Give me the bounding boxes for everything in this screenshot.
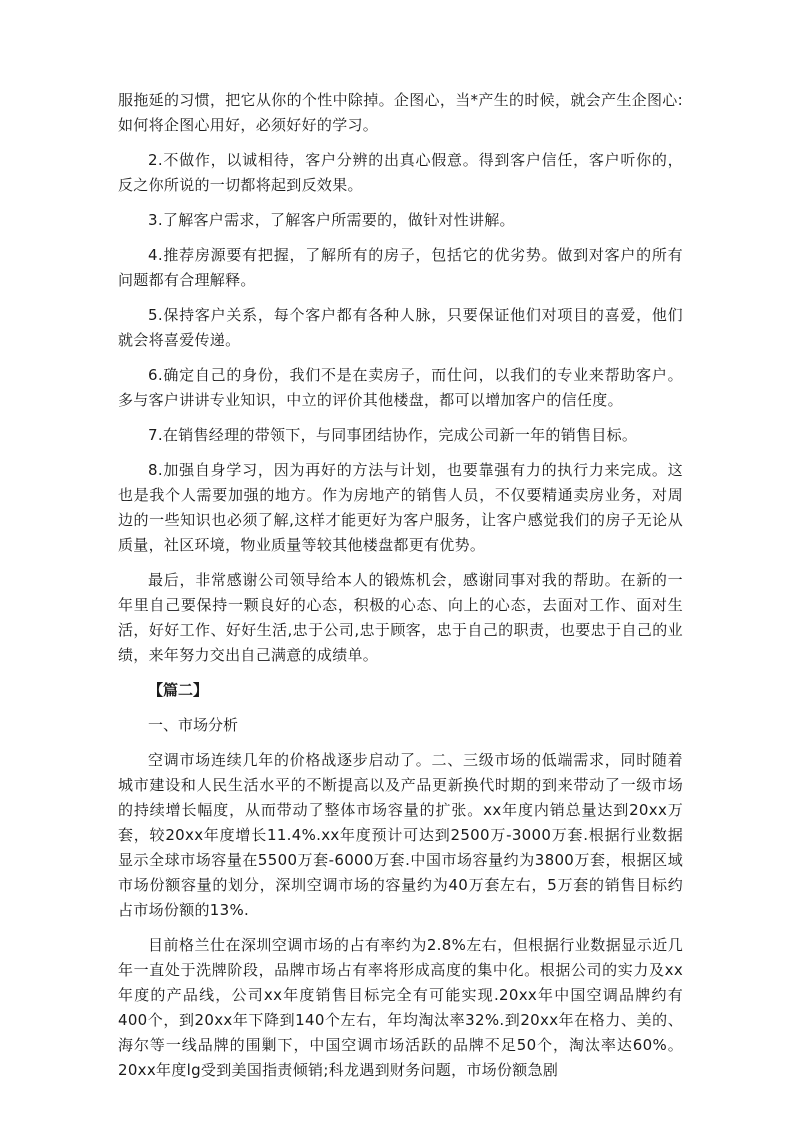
- paragraph-item-8: 8.加强自身学习，因为再好的方法与计划，也要靠强有力的执行力来完成。这也是我个人需要加强的地方。作为房地产的销售人员，不仅要精通卖房业务，对周边的一些知识也必须了解,这样才能更好为客户服务，让客户感觉我们的房子无论从质量，社区环境，物业质量等较其他楼盘都更有优势。: [118, 461, 683, 554]
- paragraph-1: 服拖延的习惯，把它从你的个性中除掉。企图心，当*产生的时候，就会产生企图心:如何将企图心用好，必须好好的学习。: [118, 91, 683, 134]
- paragraph-item-7: 7.在销售经理的带领下，与同事团结协作，完成公司新一年的销售目标。: [148, 426, 638, 444]
- paragraph-closing: 最后，非常感谢公司领导给本人的锻炼机会，感谢同事对我的帮助。在新的一年里自己要保持一颗良好的心态，积极的心态、向上的心态，去面对工作、面对生活，好好工作、好好生活,忠于公司,忠于顾客，忠于自己的职责，也要忠于自己的业绩，来年努力交出自己满意的成绩单。: [118, 571, 683, 664]
- paragraph-item-5: 5.保持客户关系，每个客户都有各种人脉，只要保证他们对项目的喜爱，他们就会将喜爱传递。: [118, 306, 683, 349]
- section-title: 【篇二】: [148, 681, 209, 699]
- paragraph-item-4: 4.推荐房源要有把握，了解所有的房子，包括它的优劣势。做到对客户的所有问题都有合理解释。: [118, 246, 683, 289]
- document-page: [118, 88, 683, 1093]
- paragraph-market-analysis-2: 目前格兰仕在深圳空调市场的占有率约为2.8%左右，但根据行业数据显示近几年一直处于洗牌阶段，品牌市场占有率将形成高度的集中化。根据公司的实力及xx年度的产品线，公司xx年度销售目标完全有可能实现.20xx年中国空调品牌约有400个，到20xx年下降到140个左右，年均淘汰率32%.到20xx年在格力、美的、海尔等一线品牌的围剿下，中国空调市场活跃的品牌不足50个，淘汰率达60%。20xx年度lg受到美国指责倾销;科龙遇到财务问题，市场份额急剧: [118, 936, 683, 1079]
- subsection-title: 一、市场分析: [148, 716, 239, 734]
- paragraph-item-6: 6.确定自己的身份，我们不是在卖房子，而仕问，以我们的专业来帮助客户。多与客户讲讲专业知识，中立的评价其他楼盘，都可以增加客户的信任度。: [118, 366, 683, 409]
- paragraph-market-analysis-1: 空调市场连续几年的价格战逐步启动了。二、三级市场的低端需求，同时随着城市建设和人民生活水平的不断提高以及产品更新换代时期的到来带动了一级市场的持续增长幅度，从而带动了整体市场容量的扩张。xx年度内销总量达到20xx万套，较20xx年度增长11.4%.xx年度预计可达到2500万-3000万套.根据行业数据显示全球市场容量在5500万套-6000万套.中国市场容量约为3800万套，根据区域市场份额容量的划分，深圳空调市场的容量约为40万套左右，5万套的销售目标约占市场份额的13%.: [118, 751, 683, 919]
- paragraph-item-2: 2.不做作，以诚相待，客户分辨的出真心假意。得到客户信任，客户听你的，反之你所说的一切都将起到反效果。: [118, 151, 683, 194]
- paragraph-item-3: 3.了解客户需求，了解客户所需要的，做针对性讲解。: [148, 211, 515, 229]
